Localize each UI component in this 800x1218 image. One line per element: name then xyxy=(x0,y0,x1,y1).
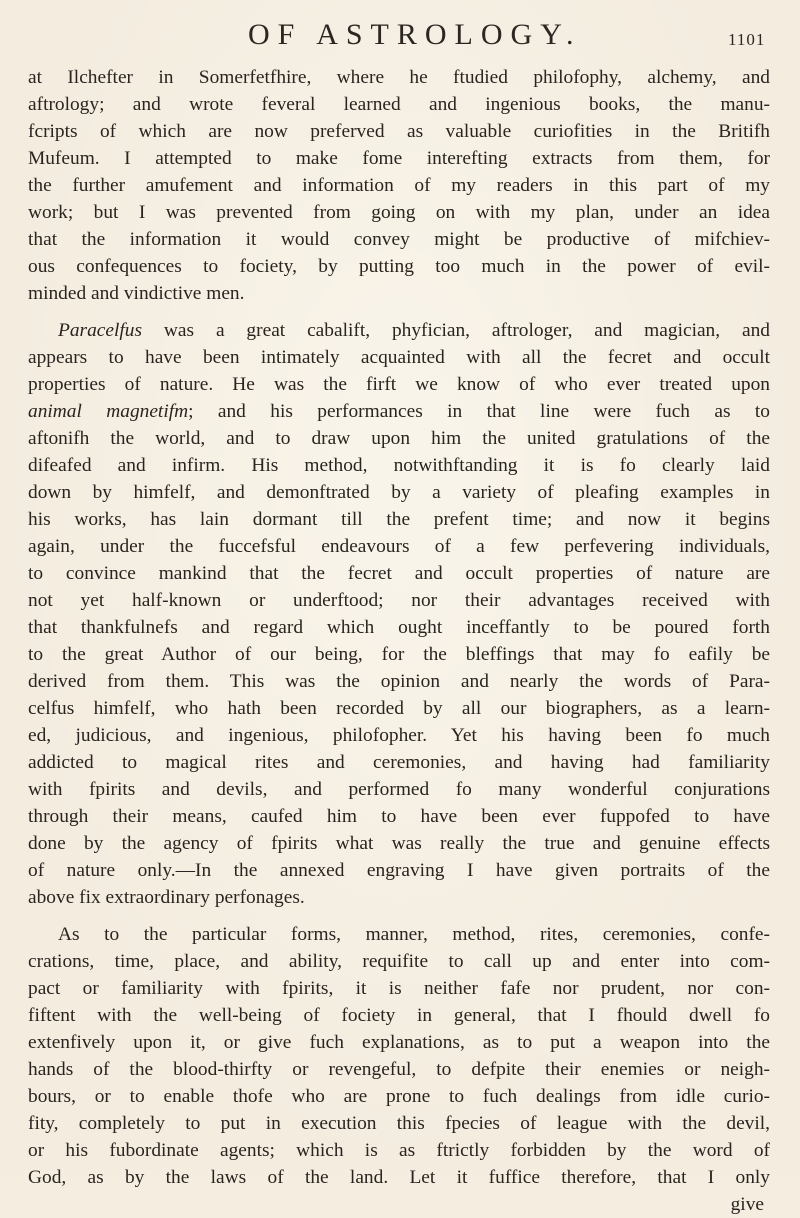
text-line: that the information it would convey might be productive of mifchiev- xyxy=(28,229,770,250)
text-run: was a great cabalift, phyfician, aftrologer, and magician, and xyxy=(142,320,770,341)
text-line: Mufeum. I attempted to make fome interefting extracts from them, for xyxy=(28,148,770,169)
text-line: ed, judicious, and ingenious, philofopher. Yet his having been fo much xyxy=(28,725,770,746)
text-line: to convince mankind that the fecret and occult properties of nature are xyxy=(28,563,770,584)
text-line: fiftent with the well-being of fociety in general, that I fhould dwell fo xyxy=(28,1005,770,1026)
text-line: extenfively upon it, or give fuch explanations, as to put a weapon into the xyxy=(28,1032,770,1053)
paragraph-1 xyxy=(28,64,770,307)
text-line: properties of nature. He was the firft we know of who ever treated upon xyxy=(28,374,770,395)
text-line: fcripts of which are now preferved as valuable curiofities in the Britifh xyxy=(28,121,770,142)
text-line-with-italic xyxy=(28,398,770,425)
italic-term: animal magnetifm xyxy=(28,401,189,422)
text-line: ous confequences to fociety, by putting too much in the power of evil- xyxy=(28,256,770,277)
text-line: crations, time, place, and ability, requifite to call up and enter into com- xyxy=(28,951,770,972)
text-line: pact or familiarity with fpirits, it is neither fafe nor prudent, nor con- xyxy=(28,978,770,999)
text-line: at Ilchefter in Somerfetfhire, where he ftudied philofophy, alchemy, and xyxy=(28,67,770,88)
text-line: with fpirits and devils, and performed fo many wonderful conjurations xyxy=(28,779,770,800)
text-line: that thankfulnefs and regard which ought inceffantly to be poured forth xyxy=(28,617,770,638)
paragraph-3 xyxy=(28,921,770,1191)
text-line: the further amufement and information of my readers in this part of my xyxy=(28,175,770,196)
catchword: give xyxy=(730,1194,764,1215)
text-line: As to the particular forms, manner, method, rites, ceremonies, confe- xyxy=(58,924,770,945)
italic-name: Paracelfus xyxy=(58,320,143,341)
text-line: God, as by the laws of the land. Let it fuffice therefore, that I only xyxy=(28,1167,770,1188)
text-line: fity, completely to put in execution this fpecies of league with the devil, xyxy=(28,1113,770,1134)
text-line: work; but I was prevented from going on with my plan, under an idea xyxy=(28,202,770,223)
text-run: ; and his performances in that line were fuch as to xyxy=(188,401,770,422)
text-line: to the great Author of our being, for the bleffings that may fo eafily be xyxy=(28,644,770,665)
text-line: his works, has lain dormant till the prefent time; and now it begins xyxy=(28,509,770,530)
text-line: difeafed and infirm. His method, notwithftanding it is fo clearly laid xyxy=(28,455,770,476)
running-head: OF ASTROLOGY. xyxy=(248,18,582,51)
text-line: bours, or to enable thofe who are prone to fuch dealings from idle curio- xyxy=(28,1086,770,1107)
text-line: minded and vindictive men. xyxy=(28,283,245,304)
text-line: hands of the blood-thirfty or revengeful, to defpite their enemies or neigh- xyxy=(28,1059,770,1080)
page-number: 1101 xyxy=(728,30,766,49)
text-line: addicted to magical rites and ceremonies, and having had familiarity xyxy=(28,752,770,773)
text-line: through their means, caufed him to have been ever fuppofed to have xyxy=(28,806,770,827)
text-line: celfus himfelf, who hath been recorded by all our biographers, as a learn- xyxy=(28,698,770,719)
text-line: of nature only.—In the annexed engraving I have given portraits of the xyxy=(28,860,770,881)
text-line-first xyxy=(28,317,770,344)
text-line: or his fubordinate agents; which is as ftrictly forbidden by the word of xyxy=(28,1140,770,1161)
text-line: derived from them. This was the opinion and nearly the words of Para- xyxy=(28,671,770,692)
text-line: appears to have been intimately acquainted with all the fecret and occult xyxy=(28,347,770,368)
paragraph-2 xyxy=(28,317,770,911)
text-line: not yet half-known or underftood; nor their advantages received with xyxy=(28,590,770,611)
body-text xyxy=(28,64,770,1218)
text-line: again, under the fuccefsful endeavours of a few perfevering individuals, xyxy=(28,536,770,557)
page-header xyxy=(0,18,800,58)
text-line: aftrology; and wrote feveral learned and ingenious books, the manu- xyxy=(28,94,770,115)
text-line: down by himfelf, and demonftrated by a variety of pleafing examples in xyxy=(28,482,770,503)
text-line: aftonifh the world, and to draw upon him the united gratulations of the xyxy=(28,428,770,449)
text-line: done by the agency of fpirits what was really the true and genuine effects xyxy=(28,833,770,854)
text-line: above fix extraordinary perfonages. xyxy=(28,887,305,908)
